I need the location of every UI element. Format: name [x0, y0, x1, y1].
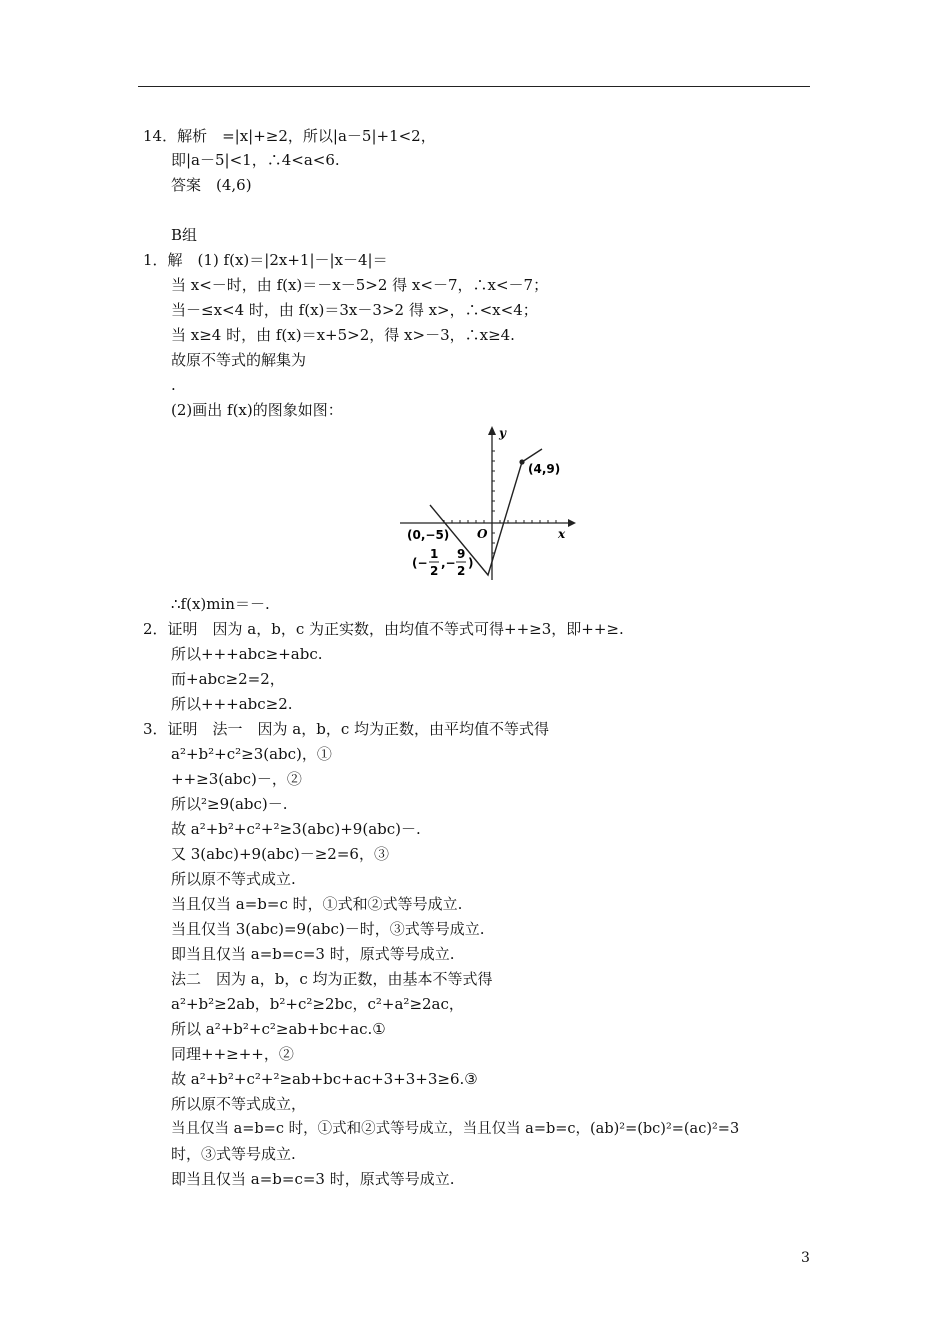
text-line: 而+abc≥2=2，: [171, 670, 285, 688]
point-marker: [519, 459, 524, 464]
intercept-label: (0,−5): [407, 528, 450, 542]
text-line: 法二 因为 a，b，c 均为正数，由基本不等式得: [171, 970, 493, 988]
x-axis-label: x: [558, 527, 566, 541]
text-line: ∴f(x)min＝－.: [171, 595, 270, 613]
svg-text:,−: ,−: [441, 556, 456, 570]
text-line: 又 3(abc)+9(abc)－≥2=6，③: [171, 845, 389, 863]
text-line: 当且仅当 a=b=c 时，①式和②式等号成立，当且仅当 a=b=c，(ab)²=(bc)²=(ac)²=3: [171, 1121, 740, 1137]
text-line: 3．证明 法一 因为 a，b，c 均为正数，由平均值不等式得: [143, 720, 550, 738]
text-line: 时，③式等号成立.: [171, 1145, 296, 1163]
point-label: (4,9): [528, 462, 561, 476]
text-line: 所以 a²+b²+c²≥ab+bc+ac.①: [171, 1020, 386, 1038]
vertex-x-numerator: 1: [430, 547, 439, 561]
text-line: 所以原不等式成立.: [171, 870, 296, 888]
text-line: 所以原不等式成立，: [171, 1095, 307, 1113]
text-line: a²+b²≥2ab，b²+c²≥2bc，c²+a²≥2ac，: [171, 995, 464, 1013]
y-axis-label: y: [499, 426, 506, 440]
y-axis-arrow-icon: [488, 426, 496, 435]
vertex-y-denominator: 2: [457, 564, 466, 578]
text-line: 所以²≥9(abc)－.: [171, 795, 288, 813]
svg-text:(−: (−: [412, 556, 428, 570]
page-number: 3: [801, 1250, 810, 1266]
vertex-y-numerator: 9: [457, 547, 466, 561]
x-axis-arrow-icon: [568, 519, 576, 527]
text-line: 当 x≥4 时，由 f(x)＝x+5>2，得 x>－3，∴x≥4.: [171, 326, 515, 344]
text-line: 当且仅当 3(abc)=9(abc)－时，③式等号成立.: [171, 920, 485, 938]
text-line: 故 a²+b²+c²+²≥3(abc)+9(abc)－.: [171, 820, 421, 838]
origin-label: O: [477, 527, 488, 541]
text-line: 即|a－5|<1，∴4<a<6.: [171, 151, 340, 169]
text-line: 2．证明 因为 a，b，c 为正实数，由均值不等式可得++≥3，即++≥.: [143, 620, 624, 638]
text-line: 故 a²+b²+c²+²≥ab+bc+ac+3+3+3≥6.③: [171, 1070, 478, 1088]
text-line: 当 x<－时，由 f(x)＝－x－5>2 得 x<－7，∴x<－7；: [171, 276, 549, 294]
text-line: .: [171, 376, 176, 394]
text-line: 即当且仅当 a=b=c=3 时，原式等号成立.: [171, 1170, 455, 1188]
text-line: 即当且仅当 a=b=c=3 时，原式等号成立.: [171, 945, 455, 963]
text-line: 答案 (4,6): [171, 176, 252, 194]
text-line: 当－≤x<4 时，由 f(x)＝3x－3>2 得 x>，∴<x<4；: [171, 301, 538, 319]
text-line: 所以+++abc≥2.: [171, 695, 293, 713]
vertex-x-denominator: 2: [430, 564, 439, 578]
function-graph: [400, 425, 590, 585]
text-line: 故原不等式的解集为: [171, 351, 307, 369]
section-heading: B组: [171, 226, 198, 244]
vertex-label: [412, 547, 473, 578]
text-line: (2)画出 f(x)的图象如图：: [171, 401, 343, 419]
text-line: 当且仅当 a=b=c 时，①式和②式等号成立.: [171, 895, 463, 913]
text-line: 14．解析 =|x|+≥2，所以|a－5|+1<2，: [143, 127, 436, 145]
text-line: a²+b²+c²≥3(abc)，①: [171, 745, 332, 763]
text-line: 同理++≥++，②: [171, 1045, 294, 1063]
svg-text:): ): [468, 556, 474, 570]
header-rule: [138, 86, 810, 87]
text-line: 所以+++abc≥+abc.: [171, 645, 323, 663]
text-line: 1．解 (1) f(x)＝|2x+1|－|x－4|＝: [143, 251, 388, 269]
text-line: ++≥3(abc)－，②: [171, 770, 302, 788]
